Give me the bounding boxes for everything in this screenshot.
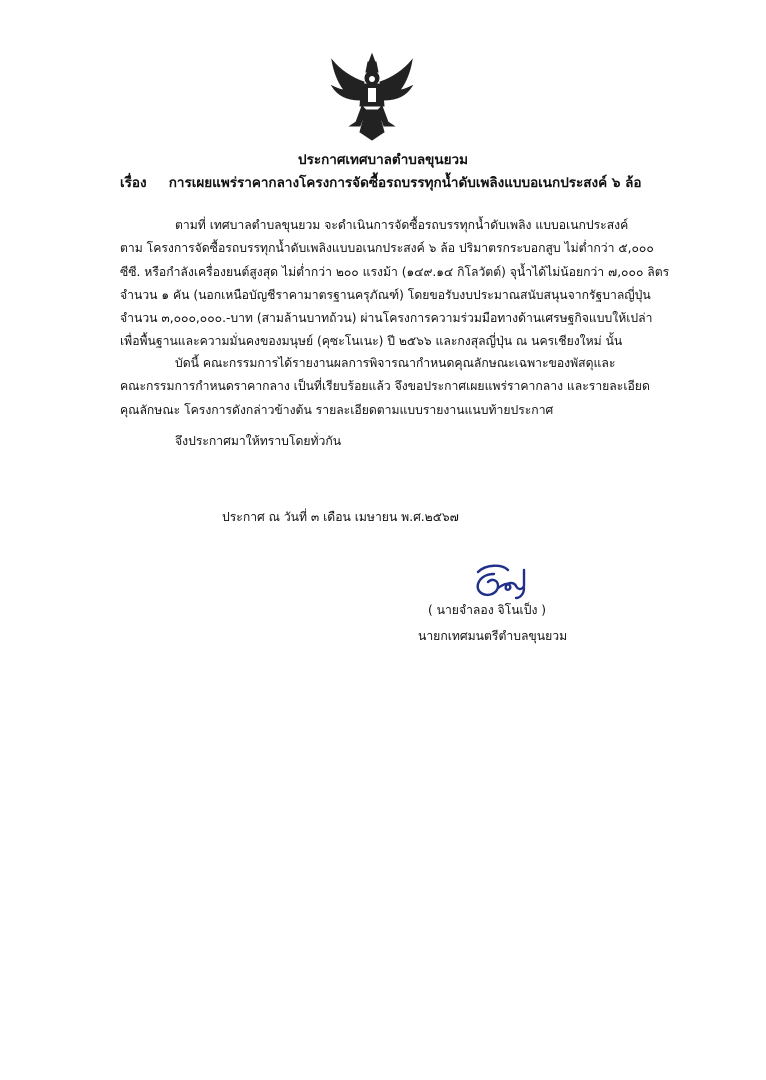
subject-line <box>120 171 641 193</box>
body-paragraph-1 <box>120 214 670 354</box>
subject-text: การเผยแพร่ราคากลางโครงการจัดซื้อรถบรรทุกน้ำดับเพลิงแบบอเนกประสงค์ ๖ ล้อ <box>168 175 642 191</box>
announcement-title: ประกาศเทศบาลตำบลขุนยวม <box>298 152 468 168</box>
subject-label: เรื่อง <box>120 175 147 191</box>
paragraph-line: จำนวน ๓,๐๐๐,๐๐๐.-บาท (สามล้านบาทถ้วน) ผ่านโครงการความร่วมมือทางด้านเศรษฐกิจแบบให้เปล่า <box>120 311 653 326</box>
handwritten-signature-icon <box>468 560 534 604</box>
paragraph-line: ซีซี. หรือกำลังเครื่องยนต์สูงสุด ไม่ต่ำกว่า ๒๐๐ แรงม้า (๑๔๙.๑๔ กิโลวัตต์) จุน้ำได้ไม่น้อยกว่า ๗,๐๐๐ ลิตร <box>120 264 670 279</box>
signer-name: ( นายจำลอง จิโนเป็ง ) <box>428 603 547 617</box>
announcement-date: ประกาศ ณ วันที่ ๓ เดือน เมษายน พ.ศ.๒๕๖๗ <box>222 510 459 524</box>
paragraph-line: เพื่อพื้นฐานและความมั่นคงของมนุษย์ (คุซะโนเนะ) ปี ๒๕๖๖ และกงสุลญี่ปุ่น ณ นครเชียงใหม่ นั้น <box>120 334 623 349</box>
paragraph-line: จำนวน ๑ คัน (นอกเหนือบัญชีราคามาตรฐานครุภัณฑ์) โดยขอรับงบประมาณสนับสนุนจากรัฐบาลญี่ปุ่น <box>120 287 651 302</box>
paragraph-line: ตาม โครงการจัดซื้อรถบรรทุกน้ำดับเพลิงแบบอเนกประสงค์ ๖ ล้อ ปริมาตรกระบอกสูบ ไม่ต่ำกว่า ๕,๐๐๐ <box>120 241 654 256</box>
paragraph-line: คุณลักษณะ โครงการดังกล่าวข้างต้น รายละเอียดตามแบบรายงานแนบท้ายประกาศ <box>120 402 554 417</box>
paragraph-line: บัดนี้ คณะกรรมการได้รายงานผลการพิจารณากำหนดคุณลักษณะเฉพาะของพัสดุและ <box>175 356 616 370</box>
closing-statement: จึงประกาศมาให้ทราบโดยทั่วกัน <box>175 434 342 448</box>
paragraph-line: ตามที่ เทศบาลตำบลขุนยวม จะดำเนินการจัดซื้อรถบรรทุกน้ำดับเพลิง แบบอเนกประสงค์ <box>175 218 629 232</box>
paragraph-line: คณะกรรมการกำหนดราคากลาง เป็นที่เรียบร้อยแล้ว จึงขอประกาศเผยแพร่ราคากลาง และรายละเอียด <box>120 379 650 394</box>
signer-position: นายกเทศมนตรีตำบลขุนยวม <box>418 629 568 643</box>
garuda-emblem-icon <box>328 52 416 142</box>
body-paragraph-2 <box>120 352 660 422</box>
